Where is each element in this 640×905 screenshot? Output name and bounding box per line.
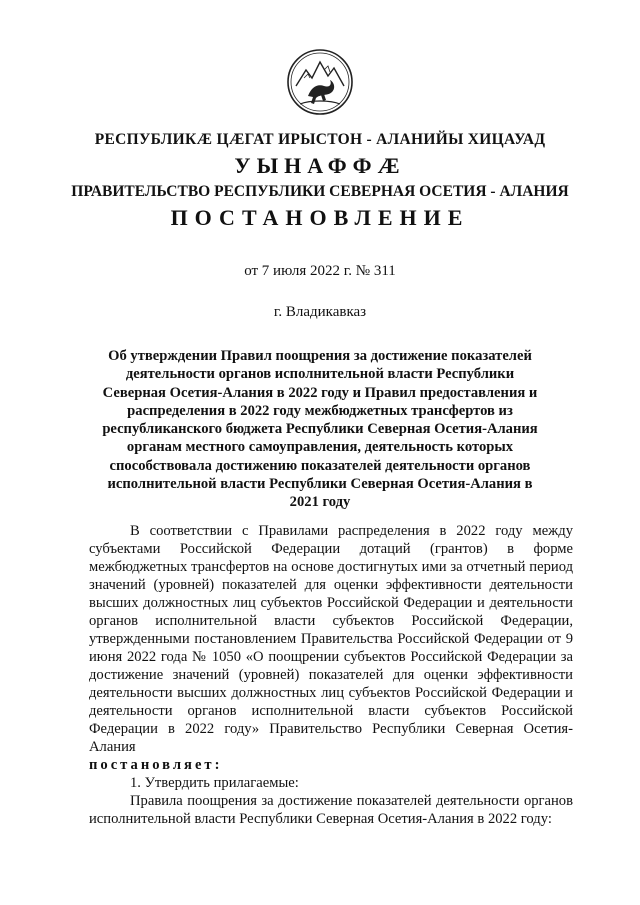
header-russian-doc-type: ПОСТАНОВЛЕНИЕ (170, 205, 470, 230)
header-russian-government: ПРАВИТЕЛЬСТВО РЕСПУБЛИКИ СЕВЕРНАЯ ОСЕТИЯ - АЛАНИЯ (71, 183, 569, 200)
header-ossetian-government: РЕСПУБЛИКӔ ЦӔГАТ ИРЫСТОН - АЛАНИЙЫ ХИЦАУАД (94, 131, 546, 148)
decree-word-text: постановляет: (89, 757, 223, 773)
document-date-number: от 7 июля 2022 г. № 311 (244, 263, 396, 279)
body-item-1: 1. Утвердить прилагаемые: (130, 775, 299, 791)
document-city: г. Владикавказ (273, 304, 367, 320)
document-body (89, 522, 573, 828)
body-paragraph-1: В соответствии с Правилами распределения в 2022 году между субъектами Российской Федерации дотаций (грантов) в форме межбюджетных трансфертов на основе достигнутых ими за отчетный период значений (уровней) показателей для оценки эффективности деятельности высших должностных лиц субъектов Российской Федерации и деятельности органов исполнительной власти субъектов Российской Федерации, утвержденными постановлением Правительства Российской Федерации от 9 июня 2022 года № 1050 «О поощрении субъектов Российской Федерации за достижение значений (уровней) показателей для оценки эффективности деятельности высших должностных лиц субъектов Российской Федерации и деятельности органов исполнительной власти субъектов Российской Федерации в 2022 году» Правительство Республики Северная Осетия-Алания (89, 523, 573, 755)
coat-of-arms-emblem (286, 48, 354, 116)
header-ossetian-doc-type: УЫНАФФӔ (234, 153, 406, 178)
document-title: Об утверждении Правил поощрения за достижение показателей деятельности органов исполнительной власти Республики Северная Осетия-Алания в 2022 году и Правил предоставления и распределения в 2022 году межбюджетных трансфертов из республиканского бюджета Республики Северная Осетия-Алания органам местного самоуправления, деятельность которых способствовала достижению показателей деятельности органов исполнительной власти Республики Северная Осетия-Алания в 2021 году (102, 348, 538, 511)
decree-word (89, 756, 573, 774)
body-paragraph-2: Правила поощрения за достижение показателей деятельности органов исполнительной власти Республики Северная Осетия-Алания в 2022 году: (89, 793, 573, 827)
